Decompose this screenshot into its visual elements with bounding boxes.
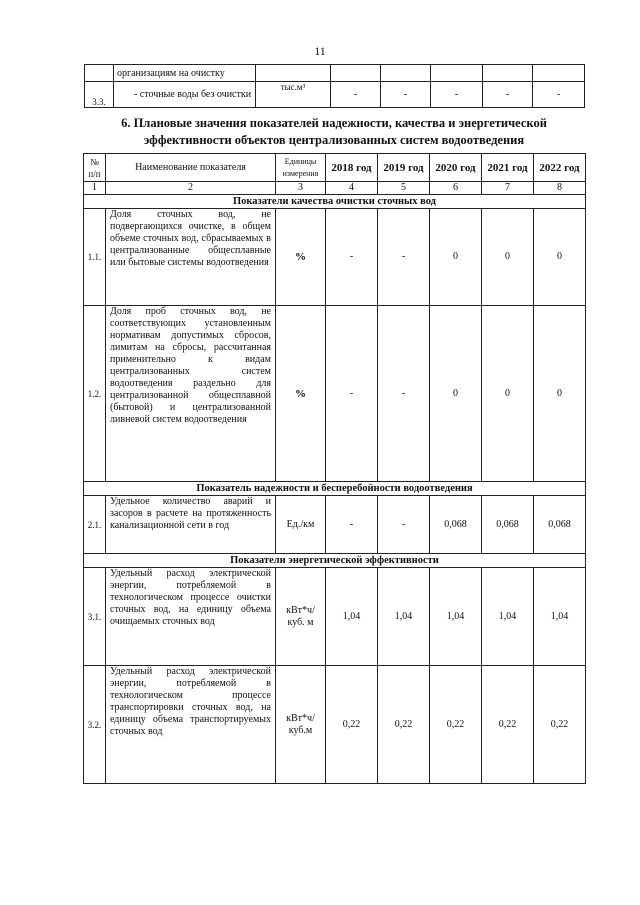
section-header-row [84,482,586,496]
column-numbers-row [84,182,586,195]
indicator-name: Удельный расход электрической энергии, потребляемой в технологическом процессе транспортировки сточных вод, на единицу объема транспортируемых сточных вод [106,666,276,784]
header-year: 2022 год [534,154,586,182]
column-number: 6 [430,182,482,195]
table-header [84,154,586,182]
section-heading: Показатель надежности и бесперебойности водоотведения [84,482,586,496]
column-number: 2 [106,182,276,195]
indicator-name: - сточные воды без очистки [114,82,256,108]
header-unit: Единицы измерения [276,154,326,182]
indicator-name: Доля сточных вод, не подвергающихся очистке, в общем объеме сточных вод, сбрасываемых в централизованные общесплавные или бытовые системы водоотведения [106,209,276,306]
unit-cell: кВт*ч/ куб.м [276,666,326,784]
value-cell: - [378,496,430,554]
table-row [84,666,586,784]
table-row [84,568,586,666]
value-cell: 0 [534,306,586,482]
row-number: 3.2. [84,666,106,784]
header-year: 2020 год [430,154,482,182]
row-number: 3.1. [84,568,106,666]
section-header-row [84,195,586,209]
value-cell: 1,04 [430,568,482,666]
table-row [84,209,586,306]
column-number: 8 [534,182,586,195]
table-row [84,306,586,482]
value-cell: 0 [482,209,534,306]
value-cell: 0 [430,306,482,482]
value-cell: 1,04 [326,568,378,666]
value-cell: 1,04 [482,568,534,666]
section-heading: Показатели качества очистки сточных вод [84,195,586,209]
value-cell: 0,068 [534,496,586,554]
table-row [84,496,586,554]
indicator-name: Доля проб сточных вод, не соответствующих установленным нормативам допустимых сбросов, лимитам на сбросы, рассчитанная применительно к видам централизованных систем водоотведения раздельно для централизованной общесплавной (бытовой) и централизованной ливневой систем водоотведения [106,306,276,482]
table-row [85,65,585,82]
value-cell: 0 [482,306,534,482]
unit-cell: кВт*ч/ куб. м [276,568,326,666]
row-number: 2.1. [84,496,106,554]
indicator-name: Удельное количество аварий и засоров в расчете на протяженность канализационной сети в год [106,496,276,554]
row-number: 1.1. [84,209,106,306]
header-year: 2018 год [326,154,378,182]
value-cell: 1,04 [534,568,586,666]
value-cell: 0,22 [326,666,378,784]
value-cell: - [331,82,381,108]
header-num: № п/п [84,154,106,182]
table-row [85,82,585,108]
value-cell: - [381,82,431,108]
value-cell: 0,068 [430,496,482,554]
value-cell: - [378,306,430,482]
row-number: 3.3. [85,82,114,108]
header-year: 2019 год [378,154,430,182]
value-cell: - [326,209,378,306]
unit-cell: Ед./км [276,496,326,554]
value-cell: - [326,306,378,482]
header-name: Наименование показателя [106,154,276,182]
section-title: 6. Плановые значения показателей надежности, качества и энергетической эффективности объектов централизованных систем водоотведения [121,116,547,147]
header-year: 2021 год [482,154,534,182]
row-number [85,65,114,82]
value-cell: - [378,209,430,306]
value-cell: 0 [534,209,586,306]
column-number: 3 [276,182,326,195]
value-cell: 0 [430,209,482,306]
value-cell: - [431,82,483,108]
indicators-table [83,153,586,784]
value-cell [431,65,483,82]
row-number: 1.2. [84,306,106,482]
unit-cell [256,65,331,82]
continuation-table [84,64,585,108]
value-cell: 0,22 [430,666,482,784]
value-cell: 0,068 [482,496,534,554]
value-cell: - [483,82,533,108]
page-number: 11 [314,44,326,58]
section-heading: Показатели энергетической эффективности [84,554,586,568]
value-cell [381,65,431,82]
column-number: 1 [84,182,106,195]
unit-cell: % [276,209,326,306]
value-cell: 0,22 [534,666,586,784]
section-header-row [84,554,586,568]
value-cell: 1,04 [378,568,430,666]
value-cell [533,65,585,82]
value-cell [331,65,381,82]
unit-cell: тыс.м³ [256,82,331,108]
value-cell: 0,22 [378,666,430,784]
column-number: 5 [378,182,430,195]
value-cell [483,65,533,82]
value-cell: - [533,82,585,108]
unit-cell: % [276,306,326,482]
indicator-name: организациям на очистку [114,65,256,82]
indicator-name: Удельный расход электрической энергии, потребляемой в технологическом процессе очистки сточных вод, на единицу объема очищаемых сточных вод [106,568,276,666]
column-number: 4 [326,182,378,195]
value-cell: - [326,496,378,554]
value-cell: 0,22 [482,666,534,784]
column-number: 7 [482,182,534,195]
